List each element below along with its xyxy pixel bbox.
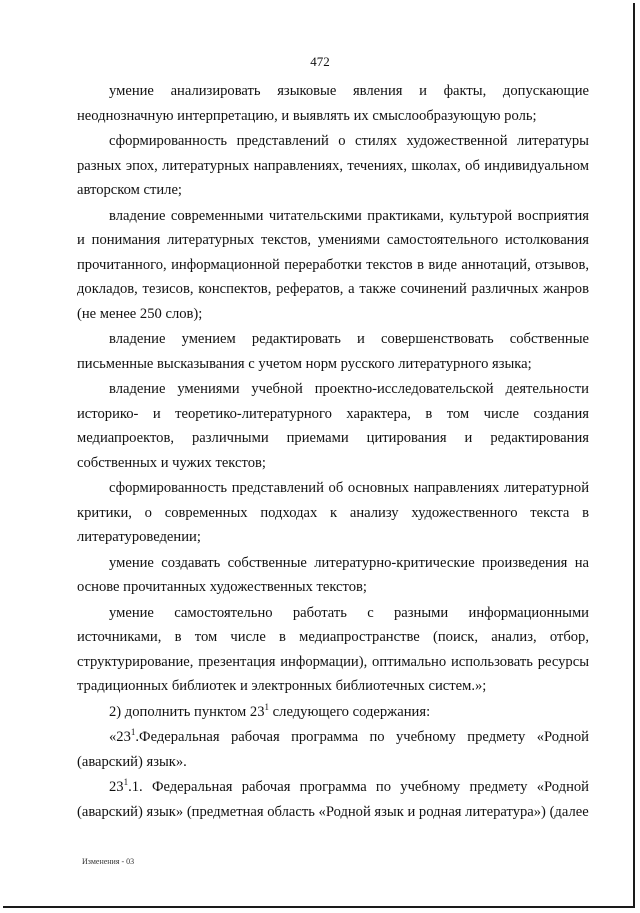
superscript: 1 [123,777,129,788]
paragraph: умение самостоятельно работать с разными информационными источниками, в том числе в медиапространстве (поиск, анализ, отбор, структурирование, презентация информации), оптимально использовать ресурсы традиционных библиотек и электронных библиотечных систем.»; [77,604,589,694]
section-heading [77,725,589,774]
subsection-text: 23 [109,779,124,795]
paragraph: умение анализировать языковые явления и факты, допускающие неоднозначную интерпретацию, и выявлять их смыслообразующую роль; [77,83,589,124]
paragraph: сформированность представлений о стилях художественной литературы разных эпох, литературных направлениях, течениях, школах, об индивидуальном авторском стиле; [77,133,589,198]
subsection-text: .1. Федеральная рабочая программа по учебному предмету «Родной (аварский) язык» (предметная область «Родной язык и родная литература») (далее [77,779,589,820]
paragraph: владение умениями учебной проектно-исследовательской деятельности историко- и теоретико-литературного характера, в том числе создания медиапроектов, различными приемами цитирования и редактирования собственных и чужих текстов; [77,381,589,471]
paragraph: владение умением редактировать и совершенствовать собственные письменные высказывания с учетом норм русского литературного языка; [77,331,589,372]
amendment-item-text: следующего содержания: [269,703,431,720]
footer-note: Изменения - 03 [82,857,135,866]
superscript: 1 [264,701,270,712]
paragraph: умение создавать собственные литературно-критические произведения на основе прочитанных художественных текстов; [77,554,589,595]
section-heading-text: .Федеральная рабочая программа по учебному предмету «Родной (аварский) язык». [77,729,589,770]
amendment-item [77,700,589,725]
superscript: 1 [130,727,136,738]
paragraph: владение современными читательскими практиками, культурой восприятия и понимания литературных текстов, умениями самостоятельного истолкования прочитанного, информационной переработки текстов в виде аннотаций, отзывов, докладов, тезисов, конспектов, рефератов, а также сочинений различных жанров (не менее 250 слов); [77,207,589,322]
document-body [77,79,589,824]
paragraph: сформированность представлений об основных направлениях литературной критики, о современных подходах к анализу художественного текста в литературоведении; [77,480,589,545]
section-heading-text: «23 [109,729,131,745]
page-number: 472 [310,54,330,69]
subsection-paragraph [77,775,589,824]
amendment-item-text: 2) дополнить пунктом 23 [109,703,265,720]
